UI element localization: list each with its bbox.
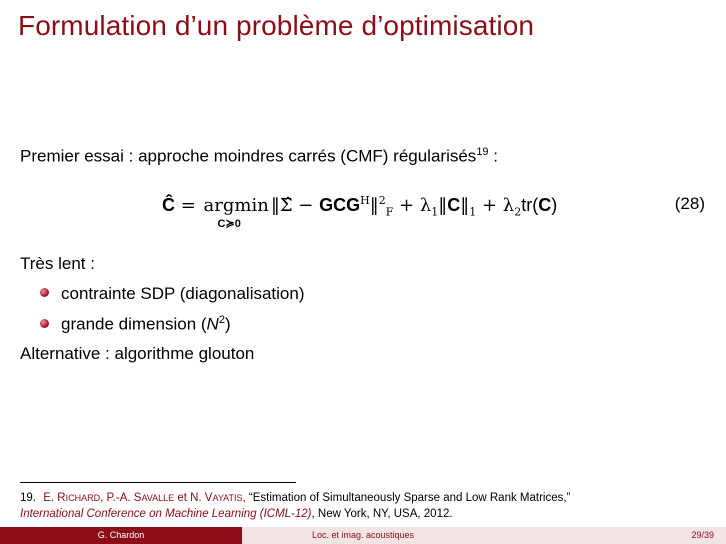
intro-line — [20, 146, 498, 167]
bullet-var: N — [206, 314, 219, 334]
eq-c1-close: ‖ — [460, 195, 470, 216]
footnote: 19. E. RICHARD, P.-A. SAVALLE et N. VAYATIS, “Estimation of Simultaneously Sparse and Low Rank Matrices,” International Conference on Machine Learning (ICML-12), New York, NY, USA, 2012. — [20, 492, 571, 520]
footer-page-number: 29/39 — [691, 530, 714, 540]
author-3-initial: N. V — [190, 492, 213, 504]
equation — [162, 194, 558, 230]
eq-tr-close: ) — [551, 195, 558, 215]
bullet-item-dimension — [40, 314, 231, 335]
footnote-and: et — [174, 492, 191, 504]
alternative-line: Alternative : algorithme glouton — [20, 344, 255, 363]
eq-plus2: + λ — [476, 195, 515, 216]
eq-norm-sup: 2 — [378, 194, 386, 207]
footer-page-cell — [484, 527, 726, 544]
eq-c1-sub: 1 — [469, 205, 477, 219]
footnote-venue: International Conference on Machine Learning (ICML-12) — [20, 508, 312, 520]
author-3-rest: AYATIS — [212, 493, 243, 503]
footnote-divider — [20, 482, 296, 483]
eq-norm-open: ‖Σ̂ − — [270, 195, 320, 216]
eq-tr: tr( — [521, 195, 539, 215]
intro-colon: : — [488, 146, 499, 166]
author-2-rest: AVALLE — [141, 493, 175, 503]
argmin-text: argmin — [203, 195, 269, 216]
bullet-text-pre: grande dimension ( — [61, 314, 207, 334]
eq-gcg-sup: H — [360, 194, 370, 207]
footnote-rest: , New York, NY, USA, 2012. — [311, 508, 453, 520]
eq-norm-sub: F — [385, 205, 394, 219]
eq-c1: C — [447, 195, 461, 215]
author-3 — [190, 492, 242, 504]
eq-c-hat: Ĉ — [162, 195, 175, 215]
eq-c2: C — [538, 195, 552, 215]
footer-title: Loc. et imag. acoustiques — [242, 527, 484, 544]
slide-title: Formulation d’un problème d’optimisation — [18, 10, 535, 41]
intro-text: Premier essai : approche moindres carrés (CMF) régularisés — [20, 146, 477, 166]
eq-l1-sub: 1 — [431, 205, 439, 219]
author-2-initial: P.-A. S — [106, 492, 142, 504]
eq-argmin — [203, 195, 269, 230]
bullet-ball-icon — [40, 319, 49, 328]
eq-c1-open: ‖ — [438, 195, 448, 216]
eq-gcg: GCG — [319, 195, 361, 215]
author-1-rest: ICHARD — [65, 493, 101, 503]
bullet-sup: 2 — [218, 314, 225, 326]
eq-plus1: + λ — [393, 195, 432, 216]
bullet-text-post: ) — [224, 314, 231, 334]
eq-norm-close: ‖ — [369, 195, 379, 216]
footer-author: G. Chardon — [0, 527, 242, 544]
eq-l2-sub: 2 — [514, 205, 522, 219]
argmin-constraint: C≽0 — [217, 218, 241, 230]
footnote-ref[interactable]: 19 — [476, 146, 489, 158]
footer-bar — [0, 527, 726, 544]
equation-number: (28) — [674, 194, 705, 213]
bullet-ball-icon — [40, 288, 49, 297]
footnote-title: “Estimation of Simultaneously Sparse and Low Rank Matrices,” — [248, 492, 571, 504]
slow-line: Très lent : — [20, 254, 95, 273]
eq-equals: = — [175, 195, 202, 216]
author-1-initial: E. R — [43, 492, 66, 504]
bullet-item-sdp — [40, 284, 305, 304]
author-2 — [106, 492, 174, 504]
footnote-number: 19. — [20, 492, 36, 504]
bullet-text: contrainte SDP (diagonalisation) — [61, 284, 305, 303]
author-1 — [43, 492, 100, 504]
